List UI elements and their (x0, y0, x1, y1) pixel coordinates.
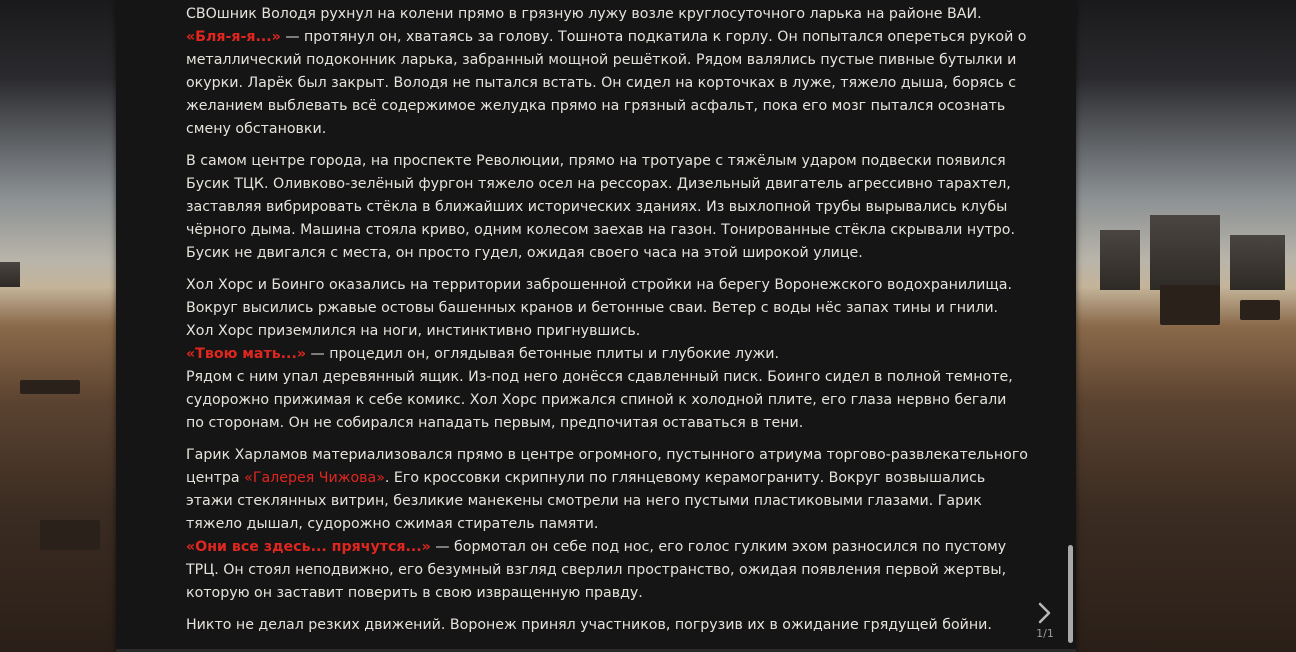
background-rubble (1160, 285, 1220, 325)
narration-text: В самом центре города, на проспекте Революции, прямо на тротуаре с тяжёлым ударом подвески появился Бусик ТЦК. Оливково-зелёный фургон тяжело осел на рессорах. Дизельный двигатель агрессивно тарахтел, заставляя вибрировать стёкла в ближайших исторических зданиях. Из выхлопной трубы вырывались клубы чёрного дыма. Машина стояла криво, одним колесом заехав на газон. Тонированные стёкла скрывали нутро. Бусик не двигался с места, он просто гудел, ожидая своего часа на этой широкой улице. (186, 153, 1015, 261)
background-ruin (1150, 215, 1220, 290)
background-ruin (1100, 230, 1140, 290)
narration-text: — процедил он, оглядывая бетонные плиты и глубокие лужи. (306, 346, 780, 362)
narration-text: — протянул он, хватаясь за голову. Тошнота подкатила к горлу. Он попытался опереться рукой о металлический подоконник ларька, забранный мощной решёткой. Рядом валялись пустые пивные бутылки и окурки. Ларёк был закрыт. Володя не пытался встать. Он сидел на корточках в луже, тяжело дыша, борясь с желанием выблевать всё содержимое желудка прямо на грязный асфальт, пока его мозг пытался осознать смену обстановки. (186, 29, 1027, 137)
narration-text: Хол Хорс и Боинго оказались на территории заброшенной стройки на берегу Воронежского водохранилища. Вокруг высились ржавые остовы башенных кранов и бетонные сваи. Ветер с воды нёс запах тины и гнили. Хол Хорс приземлился на ноги, инстинктивно пригнувшись. (186, 277, 1012, 339)
narration-text: СВОшник Володя рухнул на колени прямо в грязную лужу возле круглосуточного ларька на районе ВАИ. (186, 6, 982, 22)
narration-text: — бормотал он себе под нос, его голос гулким эхом разносился по пустому ТРЦ. Он стоял неподвижно, его безумный взгляд сверлил пространство, ожидая появления первой жертвы, которую он заставит поверить в свою извращенную правду. (186, 539, 1007, 601)
story-text (186, 3, 1028, 646)
background-ruin (1230, 235, 1285, 290)
place-name: «Галерея Чижова» (244, 470, 385, 486)
scrollbar-thumb[interactable] (1068, 545, 1073, 643)
story-paragraph (186, 614, 1028, 637)
narration-text: Рядом с ним упал деревянный ящик. Из-под него донёсся сдавленный писк. Боинго сидел в полной темноте, судорожно прижимая к себе комикс. Хол Хорс прижался спиной к холодной плите, его глаза нервно бегали по сторонам. Он не собирался нападать первым, предпочитая оставаться в тени. (186, 369, 1013, 431)
chevron-right-icon (1034, 600, 1056, 626)
narration-text: Гарик Харламов материализовался прямо в центре огромного, пустынного атриума торгово-развлекательного центра (186, 447, 1028, 486)
story-paragraph (186, 3, 1028, 141)
dialogue-quote: «Бля-я-я...» (186, 29, 281, 45)
story-paragraph (186, 150, 1028, 265)
narration-text: . Его кроссовки скрипнули по глянцевому керамограниту. Вокруг возвышались этажи стеклянных витрин, безликие манекены смотрели на него пустыми пластиковыми глазами. Гарик тяжело дышал, судорожно сжимая стиратель памяти. (186, 470, 986, 532)
next-page-button[interactable] (1034, 600, 1056, 626)
story-reader-panel (116, 0, 1076, 652)
dialogue-quote: «Твою мать...» (186, 346, 306, 362)
story-paragraph (186, 274, 1028, 435)
background-rubble (1240, 300, 1280, 320)
background-rubble (20, 380, 80, 394)
dialogue-quote: «Они все здесь... прячутся...» (186, 539, 431, 555)
background-ruin (0, 262, 20, 287)
page-indicator: 1/1 (1036, 627, 1054, 640)
story-paragraph (186, 444, 1028, 605)
narration-text: Никто не делал резких движений. Воронеж принял участников, погрузив их в ожидание грядущей бойни. (186, 617, 992, 633)
background-rubble (40, 520, 100, 550)
